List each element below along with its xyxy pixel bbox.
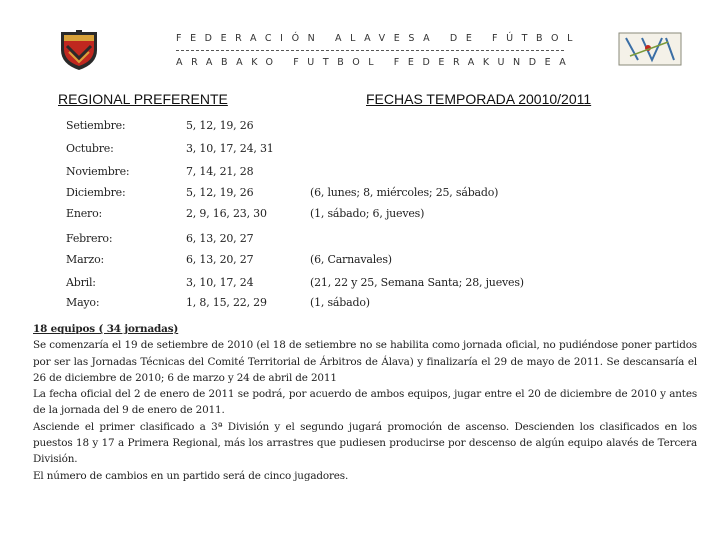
schedule-dates: 7, 14, 21, 28	[186, 165, 254, 178]
schedule-dates: 1, 8, 15, 22, 29	[186, 296, 267, 309]
schedule-month: Setiembre:	[66, 119, 126, 132]
schedule-month: Mayo:	[66, 296, 100, 309]
season-title: FECHAS TEMPORADA 20010/2011	[366, 91, 592, 107]
federation-crest-icon	[57, 28, 101, 72]
teams-heading: 18 equipos ( 34 jornadas)	[33, 323, 179, 335]
federation-name-es: FEDERACIÓN ALAVESA DE FÚTBOL	[176, 33, 581, 44]
schedule-month: Octubre:	[66, 142, 114, 155]
schedule-note: (1, sábado; 6, jueves)	[310, 207, 425, 220]
football-federation-emblem-icon	[618, 32, 682, 66]
notes-paragraph: Asciende el primer clasificado a 3ª División y el segundo jugará promoción de ascenso. Descienden los clasificados en los puestos 18 y 17 a Primera Regional, más los arrastres que pudiesen producirse por descenso de algún equipo alavés de Tercera División.	[33, 420, 697, 466]
schedule-note: (1, sábado)	[310, 296, 370, 309]
notes-paragraph: Se comenzaría el 19 de setiembre de 2010 (el 18 de setiembre no se habilita como jornada oficial, no pudiéndose poner partidos por ser las Jornadas Técnicas del Comité Territorial de Árbitros de Álava) y finalizaría el 29 de mayo de 2011. Se descansaría el 26 de diciembre de 2010; 6 de marzo y 24 de abril de 2011	[33, 339, 697, 384]
competition-title: REGIONAL PREFERENTE	[58, 91, 228, 107]
schedule-month: Diciembre:	[66, 186, 126, 199]
schedule-dates: 6, 13, 20, 27	[186, 253, 254, 266]
schedule-dates: 6, 13, 20, 27	[186, 232, 254, 245]
schedule-note: (6, Carnavales)	[310, 253, 392, 266]
schedule-dates: 5, 12, 19, 26	[186, 119, 254, 132]
notes-paragraph: El número de cambios en un partido será de cinco jugadores.	[33, 469, 349, 482]
schedule-dates: 5, 12, 19, 26	[186, 186, 254, 199]
schedule-dates: 3, 10, 17, 24, 31	[186, 142, 274, 155]
header-divider	[176, 50, 564, 51]
schedule-note: (6, lunes; 8, miércoles; 25, sábado)	[310, 186, 499, 199]
schedule-month: Noviembre:	[66, 165, 130, 178]
schedule-dates: 2, 9, 16, 23, 30	[186, 207, 267, 220]
federation-name-eu: ARABAKO FUTBOL FEDERAKUNDEA	[176, 57, 575, 68]
schedule-month: Abril:	[66, 276, 96, 289]
schedule-dates: 3, 10, 17, 24	[186, 276, 254, 289]
schedule-month: Febrero:	[66, 232, 113, 245]
schedule-note: (21, 22 y 25, Semana Santa; 28, jueves)	[310, 276, 524, 289]
schedule-month: Enero:	[66, 207, 103, 220]
competition-notes	[33, 321, 697, 484]
notes-paragraph: La fecha oficial del 2 de enero de 2011 se podrá, por acuerdo de ambos equipos, jugar entre el 20 de diciembre de 2010 y antes de la jornada del 9 de enero de 2011.	[33, 388, 697, 417]
schedule-month: Marzo:	[66, 253, 105, 266]
